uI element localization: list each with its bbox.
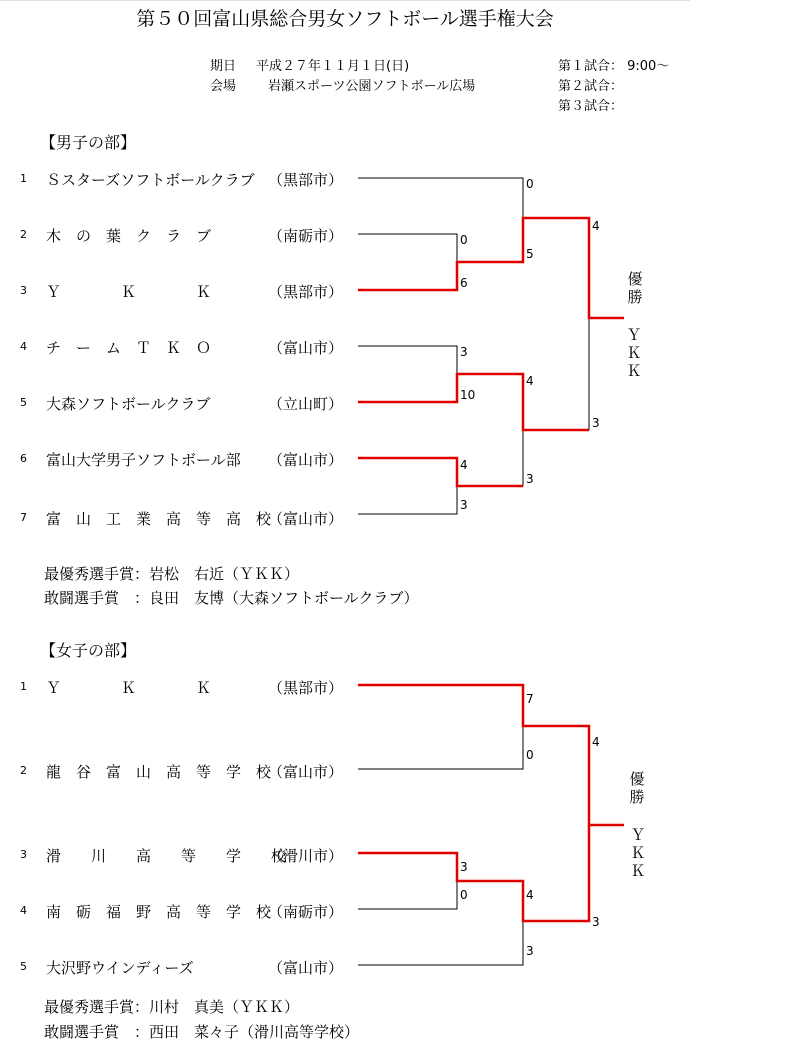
date-value: 平成２７年１１月１日(日) — [256, 59, 410, 74]
date-label: 期日 — [210, 59, 237, 74]
team-name: 木 の 葉 ク ラ ブ — [46, 227, 212, 245]
venue-value: 岩瀬スポーツ公園ソフトボール広場 — [268, 79, 476, 94]
bracket-line — [358, 881, 457, 909]
score-label: 4 — [460, 458, 468, 472]
score-label: 4 — [526, 374, 534, 388]
women-fighting-award: 敢闘選手賞 ：西田 菜々子（滑川高等学校） — [44, 1023, 360, 1041]
team-city: （滑川市） — [268, 847, 344, 865]
score-label: 3 — [526, 944, 534, 958]
score-label: 3 — [526, 472, 534, 486]
men-bracket-black — [358, 178, 589, 514]
team-name: Ｙ Ｋ Ｋ — [46, 679, 212, 697]
score-label: 3 — [592, 915, 600, 929]
score-label: 4 — [592, 735, 600, 749]
women-mvp-award: 最優秀選手賞：川村 真美（ＹＫＫ） — [44, 998, 300, 1016]
score-label: 10 — [460, 388, 476, 402]
team-name: チ ー ム Ｔ Ｋ Ｏ — [46, 339, 212, 357]
team-number: 6 — [20, 452, 27, 465]
team-number: 4 — [20, 340, 27, 353]
bracket-line — [358, 178, 523, 218]
team-number: 5 — [20, 396, 27, 409]
men-champion-label: 優勝 — [627, 270, 643, 306]
team-number: 2 — [20, 228, 27, 241]
score-label: 3 — [460, 498, 468, 512]
team-city: （富山市） — [268, 339, 344, 357]
winner-line — [358, 458, 523, 486]
team-name: 南 砺 福 野 高 等 学 校 — [46, 903, 272, 921]
score-label: 3 — [460, 345, 468, 359]
score-label: 6 — [460, 276, 468, 290]
bracket-line — [358, 346, 457, 374]
venue-label: 会場 — [210, 79, 237, 94]
men-fighting-award: 敢闘選手賞 ：良田 友博（大森ソフトボールクラブ） — [44, 589, 419, 607]
score-label: 3 — [460, 860, 468, 874]
score-label: 0 — [526, 177, 534, 191]
team-city: （黒部市） — [268, 171, 344, 189]
team-number: 3 — [20, 284, 27, 297]
women-bracket-black — [358, 726, 523, 965]
team-name: 大森ソフトボールクラブ — [46, 395, 211, 413]
bracket-line — [358, 234, 457, 262]
team-city: （黒部市） — [268, 283, 344, 301]
winner-line — [358, 685, 624, 825]
match3-time: 第３試合： — [558, 99, 624, 114]
team-number: 7 — [20, 511, 27, 524]
bracket-line — [358, 726, 523, 769]
page-title: 第５０回富山県総合男女ソフトボール選手権大会 — [136, 8, 554, 30]
men-mvp-award: 最優秀選手賞：岩松 右近（ＹＫＫ） — [44, 565, 300, 583]
women-champion-label: 優勝 — [629, 770, 645, 806]
team-name: Ｙ Ｋ Ｋ — [46, 283, 212, 301]
team-city: （富山市） — [268, 451, 344, 469]
men-bracket-winner — [358, 218, 624, 486]
team-number: 5 — [20, 960, 27, 973]
team-city: （富山市） — [268, 959, 344, 977]
team-number: 1 — [20, 172, 27, 185]
match2-time: 第２試合： — [558, 79, 624, 94]
team-city: （立山町） — [268, 395, 344, 413]
team-city: （黒部市） — [268, 679, 344, 697]
team-name: 富 山 工 業 高 等 高 校 — [46, 510, 272, 528]
score-label: 7 — [526, 692, 534, 706]
team-name: 富山大学男子ソフトボール部 — [46, 451, 241, 469]
score-label: 0 — [460, 888, 468, 902]
women-heading: 【女子の部】 — [40, 641, 137, 660]
team-number: 1 — [20, 680, 27, 693]
men-champion-team: ＹＫＫ — [626, 326, 642, 380]
women-champion-team: ＹＫＫ — [630, 826, 646, 880]
winner-line — [358, 825, 589, 921]
team-city: （富山市） — [268, 763, 344, 781]
team-name: 大沢野ウインディーズ — [46, 959, 194, 977]
women-bracket-winner — [358, 685, 624, 921]
match1-time: 第１試合： 9:00～ — [558, 59, 670, 74]
team-city: （南砺市） — [268, 903, 344, 921]
winner-line — [358, 218, 624, 318]
score-label: 3 — [592, 416, 600, 430]
team-name: 龍 谷 富 山 高 等 学 校 — [46, 763, 272, 781]
team-name: 滑 川 高 等 学 校 — [46, 847, 287, 865]
score-label: 4 — [526, 888, 534, 902]
bracket-line — [358, 486, 457, 514]
bracket-line — [358, 921, 523, 965]
team-number: 2 — [20, 764, 27, 777]
score-label: 5 — [526, 247, 534, 261]
team-name: Ｓスターズソフトボールクラブ — [46, 171, 255, 189]
team-city: （南砺市） — [268, 227, 344, 245]
score-label: 4 — [592, 219, 600, 233]
score-label: 0 — [460, 233, 468, 247]
team-number: 4 — [20, 904, 27, 917]
men-heading: 【男子の部】 — [40, 133, 137, 152]
team-city: （富山市） — [268, 510, 344, 528]
winner-line — [358, 374, 589, 430]
team-number: 3 — [20, 848, 27, 861]
score-label: 0 — [526, 748, 534, 762]
